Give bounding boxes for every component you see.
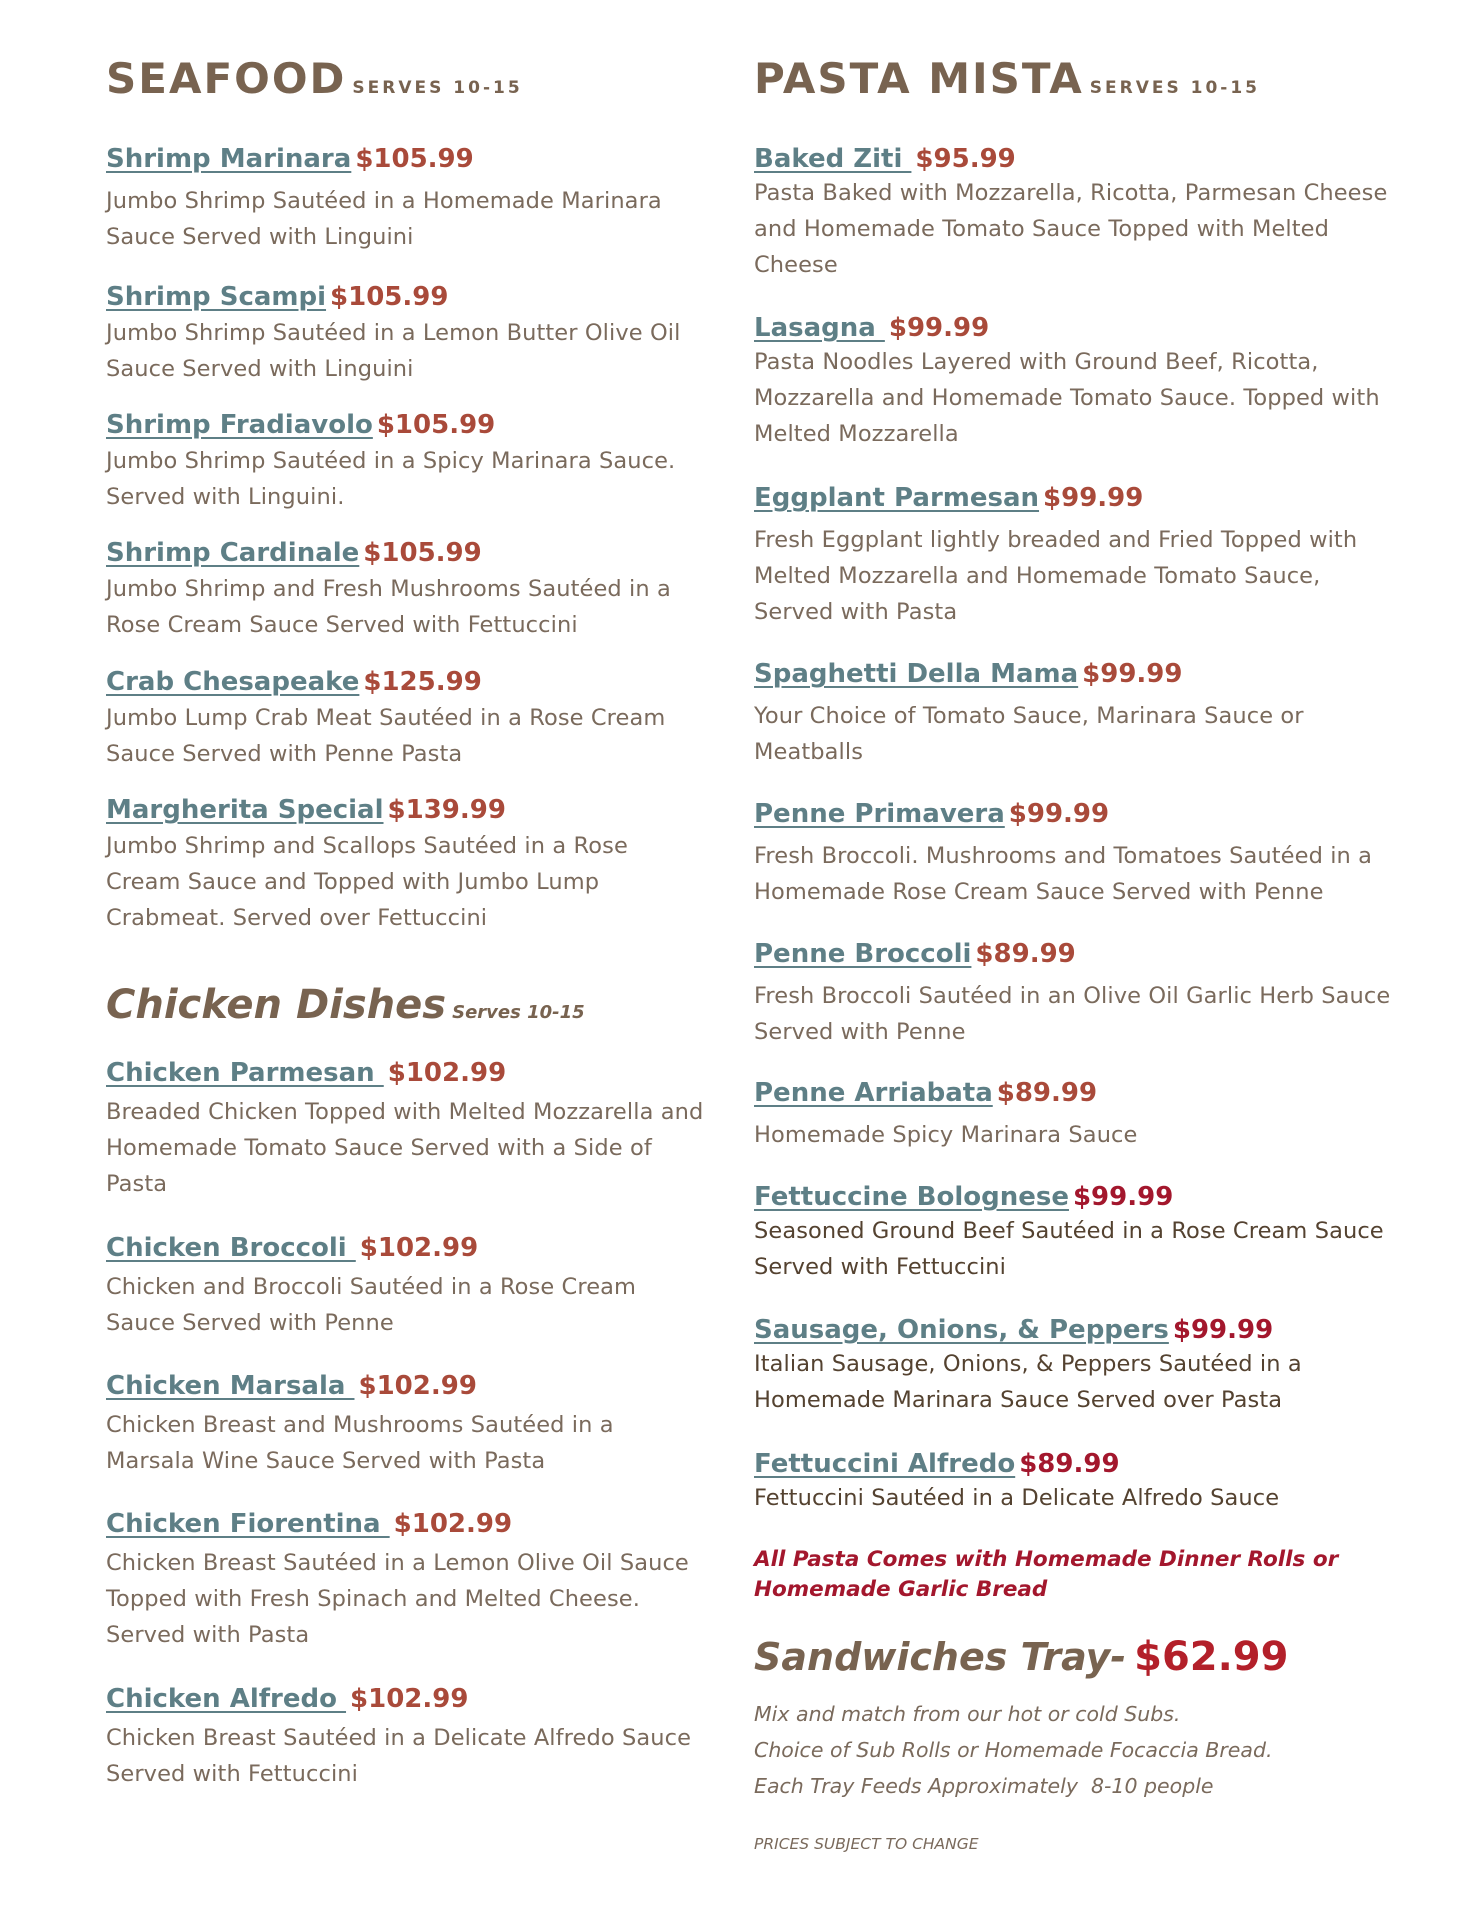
pasta-note [754, 1545, 1338, 1605]
item-name[interactable]: Shrimp Cardinale [106, 538, 360, 568]
sandwiches-line-2: Choice of Sub Rolls or Homemade Focaccia Bread. [754, 1738, 1273, 1762]
chicken-title: Chicken Dishes [106, 982, 447, 1028]
pasta-note-line-1: All Pasta Comes with Homemade Dinner Rolls or [754, 1547, 1339, 1572]
item-description: Breaded Chicken Topped with Melted Mozzarella and Homemade Tomato Sauce Served with a Side of Pasta [106, 1099, 704, 1197]
item-name[interactable]: Fettuccini Alfredo [754, 1449, 1016, 1479]
item-description: Homemade Spicy Marinara Sauce [754, 1122, 1138, 1148]
item-price: $99.99 [1172, 1315, 1274, 1345]
item-description: Fresh Broccoli Sautéed in an Olive Oil Garlic Herb Sauce Served with Penne [754, 983, 1391, 1045]
sandwiches-heading [754, 1634, 1288, 1680]
menu-item-chicken-marsala [106, 1371, 706, 1479]
item-price: $105.99 [376, 410, 496, 440]
sandwiches-line-1: Mix and match from our hot or cold Subs. [754, 1702, 1181, 1726]
seafood-heading [106, 54, 523, 103]
pasta-subtitle: SERVES 10-15 [1089, 78, 1261, 98]
pasta-title: PASTA MISTA [754, 54, 1084, 103]
seafood-subtitle: SERVES 10-15 [352, 78, 523, 98]
menu-item-fettuccini-alfredo [754, 1449, 1394, 1516]
menu-item-chicken-broccoli [106, 1233, 706, 1341]
item-name[interactable]: Chicken Alfredo [106, 1684, 347, 1714]
item-name[interactable]: Lasagna [754, 313, 885, 343]
item-name[interactable]: Chicken Broccoli [106, 1233, 356, 1263]
item-price: $102.99 [359, 1233, 479, 1263]
item-description: Jumbo Shrimp and Fresh Mushrooms Sautéed in a Rose Cream Sauce Served with Fettuccini [106, 576, 671, 638]
item-price: $89.99 [996, 1078, 1098, 1108]
menu-item-sausage-onions-peppers [754, 1315, 1394, 1418]
item-price: $102.99 [387, 1058, 507, 1088]
item-price: $125.99 [363, 667, 482, 697]
menu-item-shrimp-fradiavolo [106, 410, 706, 515]
sandwiches-description [754, 1696, 1273, 1804]
item-description: Chicken Breast Sautéed in a Delicate Alfredo Sauce Served with Fettuccini [106, 1725, 692, 1787]
menu-item-chicken-alfredo [106, 1684, 706, 1792]
item-description: Fettuccini Sautéed in a Delicate Alfredo Sauce [754, 1485, 1280, 1511]
item-name[interactable]: Fettuccine Bolognese [754, 1182, 1069, 1212]
item-description: Chicken Breast and Mushrooms Sautéed in a Marsala Wine Sauce Served with Pasta [106, 1412, 614, 1474]
menu-item-shrimp-cardinale [106, 538, 706, 643]
item-description: Jumbo Lump Crab Meat Sautéed in a Rose Cream Sauce Served with Penne Pasta [106, 705, 666, 767]
item-description: Jumbo Shrimp Sautéed in a Spicy Marinara Sauce. Served with Linguini. [106, 448, 676, 510]
item-name[interactable]: Crab Chesapeake [106, 667, 360, 697]
pasta-heading [754, 54, 1260, 103]
menu-item-shrimp-scampi [106, 282, 706, 387]
sandwiches-line-3: Each Tray Feeds Approximately 8-10 people [754, 1774, 1214, 1798]
item-description: Jumbo Shrimp Sautéed in a Lemon Butter Olive Oil Sauce Served with Linguini [106, 320, 681, 382]
item-price: $99.99 [1072, 1182, 1174, 1212]
item-name[interactable]: Penne Arriabata [754, 1078, 993, 1108]
seafood-title: SEAFOOD [106, 54, 347, 103]
menu-item-baked-ziti [754, 144, 1394, 283]
item-price: $105.99 [330, 282, 449, 312]
item-description: Your Choice of Tomato Sauce, Marinara Sauce or Meatballs [754, 703, 1304, 765]
item-price: $89.99 [1019, 1449, 1120, 1479]
item-price: $99.99 [1008, 799, 1110, 829]
menu-item-penne-arriabata [754, 1078, 1394, 1153]
menu-item-shrimp-marinara [106, 144, 706, 255]
item-price: $89.99 [975, 939, 1076, 969]
item-price: $105.99 [355, 144, 474, 174]
item-name[interactable]: Penne Broccoli [754, 939, 972, 969]
item-name[interactable]: Margherita Special [106, 795, 384, 825]
item-name[interactable]: Shrimp Fradiavolo [106, 410, 373, 440]
menu-item-crab-chesapeake [106, 667, 706, 772]
item-name[interactable]: Baked Ziti [754, 144, 912, 174]
item-price: $99.99 [888, 313, 990, 343]
item-name[interactable]: Eggplant Parmesan [754, 483, 1040, 513]
item-price: $102.99 [358, 1371, 477, 1401]
item-description: Italian Sausage, Onions, & Peppers Sautéed in a Homemade Marinara Sauce Served over Pasta [754, 1351, 1302, 1413]
menu-item-chicken-fiorentina [106, 1509, 706, 1653]
item-name[interactable]: Chicken Fiorentina [106, 1509, 390, 1539]
item-price: $99.99 [1043, 483, 1144, 513]
sandwiches-price: $62.99 [1134, 1634, 1289, 1680]
item-description: Pasta Noodles Layered with Ground Beef, Ricotta, Mozzarella and Homemade Tomato Sauce. Topped with Melted Mozzarella [754, 349, 1380, 447]
menu-item-margherita-special [106, 795, 706, 936]
menu-item-penne-primavera [754, 799, 1394, 910]
item-description: Fresh Eggplant lightly breaded and Fried Topped with Melted Mozzarella and Homemade Tomato Sauce, Served with Pasta [754, 527, 1358, 625]
item-price: $102.99 [393, 1509, 513, 1539]
chicken-subtitle: Serves 10-15 [452, 1002, 585, 1023]
item-name[interactable]: Sausage, Onions, & Peppers [754, 1315, 1169, 1345]
price-disclaimer: PRICES SUBJECT TO CHANGE [754, 1835, 979, 1853]
item-name[interactable]: Chicken Parmesan [106, 1058, 384, 1088]
item-description: Pasta Baked with Mozzarella, Ricotta, Parmesan Cheese and Homemade Tomato Sauce Topped with Melted Cheese [754, 180, 1388, 278]
item-description: Fresh Broccoli. Mushrooms and Tomatoes Sautéed in a Homemade Rose Cream Sauce Served with Penne [754, 843, 1373, 905]
item-description: Seasoned Ground Beef Sautéed in a Rose Cream Sauce Served with Fettuccini [754, 1218, 1384, 1280]
item-price: $95.99 [915, 144, 1016, 174]
item-name[interactable]: Penne Primavera [754, 799, 1005, 829]
pasta-note-line-2: Homemade Garlic Bread [754, 1577, 1048, 1602]
item-description: Chicken Breast Sautéed in a Lemon Olive Oil Sauce Topped with Fresh Spinach and Melted Cheese. Served with Pasta [106, 1550, 689, 1648]
item-price: $102.99 [350, 1684, 469, 1714]
item-description: Jumbo Shrimp and Scallops Sautéed in a Rose Cream Sauce and Topped with Jumbo Lump Crabmeat. Served over Fettuccini [106, 833, 628, 931]
item-description: Chicken and Broccoli Sautéed in a Rose Cream Sauce Served with Penne [106, 1274, 637, 1336]
item-name[interactable]: Spaghetti Della Mama [754, 659, 1079, 689]
item-name[interactable]: Shrimp Marinara [106, 144, 352, 174]
item-price: $139.99 [387, 795, 506, 825]
item-price: $99.99 [1082, 659, 1183, 689]
chicken-heading [106, 982, 585, 1028]
sandwiches-title: Sandwiches Tray- [754, 1635, 1127, 1679]
menu-item-lasagna [754, 313, 1394, 452]
menu-item-fettuccine-bolognese [754, 1182, 1394, 1285]
menu-item-eggplant-parmesan [754, 483, 1394, 630]
item-name[interactable]: Shrimp Scampi [106, 282, 327, 312]
menu-item-spaghetti-della-mama [754, 659, 1394, 770]
item-price: $105.99 [363, 538, 482, 568]
menu-item-penne-broccoli [754, 939, 1394, 1050]
menu-item-chicken-parmesan [106, 1058, 706, 1202]
item-name[interactable]: Chicken Marsala [106, 1371, 355, 1401]
item-description: Jumbo Shrimp Sautéed in a Homemade Marinara Sauce Served with Linguini [106, 188, 662, 250]
